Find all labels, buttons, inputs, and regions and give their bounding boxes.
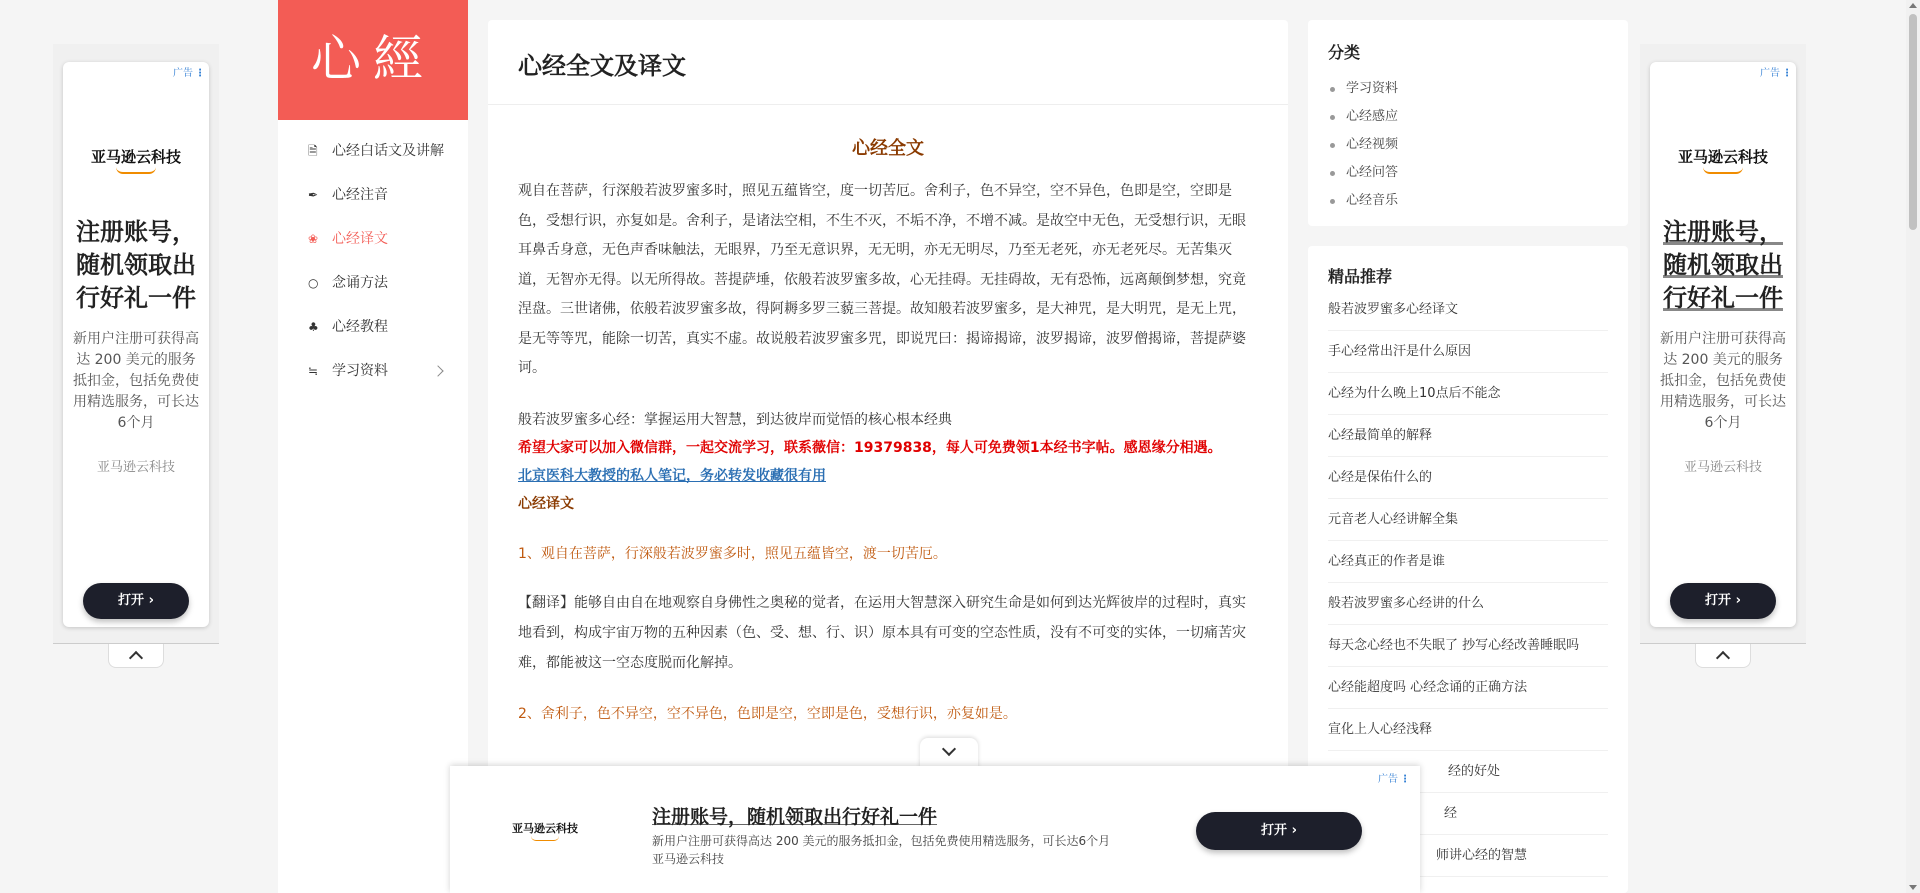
recommend-item[interactable]: 心经最简单的解释: [1328, 415, 1608, 457]
translation-title: 心经译文: [518, 495, 574, 512]
study-icon: ≒: [308, 364, 319, 378]
smile-icon: [1703, 167, 1743, 174]
intro-text: 般若波罗蜜多心经：掌握运用大智慧，到达彼岸而觉悟的核心根本经典: [518, 411, 952, 428]
collapse-ad-button[interactable]: [108, 644, 164, 668]
nav-item-ziliao[interactable]: ≒ 学习资料: [278, 360, 468, 382]
brand-logo: 亚马逊云科技: [63, 146, 209, 174]
left-sidebar: [278, 0, 468, 893]
ad-brand-name: 亚马逊云科技: [1683, 460, 1762, 475]
ad-headline[interactable]: 注册账号，随机领取出行好礼一件: [1663, 218, 1783, 312]
category-item[interactable]: 心经问答: [1328, 159, 1608, 187]
category-item[interactable]: 学习资料: [1328, 75, 1608, 103]
ad-open-button[interactable]: 打开 ›: [1670, 583, 1776, 619]
nav-item-jiaocheng[interactable]: ♣ 心经教程: [278, 316, 468, 338]
ad-open-button[interactable]: 打开 ›: [83, 583, 189, 619]
circle-icon: ○: [308, 276, 319, 290]
chevron-down-icon: [942, 742, 956, 756]
bottom-banner-ad[interactable]: [450, 766, 1420, 893]
lotus-icon: ❀: [308, 232, 319, 246]
chevron-right-icon: [432, 365, 443, 376]
recommend-item[interactable]: 元音老人心经讲解全集: [1328, 499, 1608, 541]
ad-headline[interactable]: 注册账号，随机领取出行好礼一件: [76, 218, 196, 312]
category-item[interactable]: 心经视频: [1328, 131, 1608, 159]
article-body: [488, 134, 1288, 728]
scroll-thumb[interactable]: [1909, 14, 1917, 230]
expand-ad-button[interactable]: [920, 738, 978, 768]
section-title: 心经全文: [852, 138, 924, 159]
translation-1: 【翻译】能够自由自在地观察自身佛性之奥秘的觉者，在运用大智慧深入研究生命是如何到达光辉彼岸的过程时，真实地看到，构成宇宙万物的五种因素（色、受、想、行、识）原本具有可变的空态性质，没有不可变的实体，一切痛苦灾难，都能被这一空态度脱而化解掉。: [518, 594, 1246, 671]
page-scrollbar[interactable]: [1906, 0, 1920, 893]
smile-icon: [116, 167, 156, 174]
pen-icon: ✒: [308, 188, 319, 202]
ad-open-button[interactable]: 打开 ›: [1196, 812, 1362, 850]
recommend-item[interactable]: 心经是保佑什么的: [1328, 457, 1608, 499]
recommend-item[interactable]: 宣化上人心经浅释: [1328, 709, 1608, 751]
verse-1: 1、观自在菩萨，行深般若波罗蜜多时，照见五蕴皆空，渡一切苦厄。: [518, 545, 947, 562]
categories-title: 分类: [1328, 43, 1361, 62]
ad-body: 新用户注册可获得高达 200 美元的服务抵扣金，包括免费使用精选服务，可长达6个月: [73, 331, 199, 431]
brand-logo: 亚马逊云科技: [512, 820, 578, 841]
recommend-item[interactable]: 经的好处: [1328, 751, 1608, 793]
recommend-item[interactable]: 经: [1328, 793, 1608, 835]
article-header: [488, 20, 1288, 105]
verse-2: 2、舍利子，色不异空，空不异色，色即是空，空即是色，受想行识，亦复如是。: [518, 705, 1017, 722]
site-logo[interactable]: 心經: [278, 0, 468, 120]
notes-link[interactable]: 北京医科大教授的私人笔记，务必转发收藏很有用: [518, 467, 826, 484]
recommend-item[interactable]: 心经为什么晚上10点后不能念: [1328, 373, 1608, 415]
categories-card: [1308, 20, 1628, 226]
ad-body: 新用户注册可获得高达 200 美元的服务抵扣金，包括免费使用精选服务，可长达6个月: [1660, 331, 1786, 431]
recommend-item[interactable]: 师讲心经的智慧: [1328, 835, 1608, 877]
ad-headline[interactable]: 注册账号，随机领取出行好礼一件: [652, 806, 938, 828]
page-title: 心经全文及译文: [518, 52, 686, 80]
ad-body: 新用户注册可获得高达 200 美元的服务抵扣金，包括免费使用精选服务，可长达6个月 亚马逊云科技: [652, 834, 1111, 866]
nav-item-yiwen[interactable]: ❀ 心经译文: [278, 228, 468, 250]
sutra-text: 观自在菩萨，行深般若波罗蜜多时，照见五蕴皆空，度一切苦厄。舍利子，色不异空，空不异色，色即是空，空即是色，受想行识，亦复如是。舍利子，是诸法空相，不生不灭，不垢不净，不增不减。是故空中无色，无受想行识，无眼耳鼻舌身意，无色声香味触法，无眼界，乃至无意识界，无无明，亦无无明尽，乃至无老死，亦无老死尽。无苦集灭道，无智亦无得。以无所得故。菩提萨埵，依般若波罗蜜多故，心无挂碍。无挂碍故，无有恐怖，远离颠倒梦想，究竟涅盘。三世诸佛，依般若波罗蜜多故，得阿耨多罗三藐三菩提。故知般若波罗蜜多，是大神咒，是大明咒，是无上咒，是无等等咒，能除一切苦，真实不虚。故说般若波罗蜜多咒，即说咒曰：揭谛揭谛，波罗揭谛，波罗僧揭谛，菩提萨婆诃。: [518, 183, 1246, 376]
collapse-ad-button[interactable]: [1695, 644, 1751, 668]
category-item[interactable]: 心经感应: [1328, 103, 1608, 131]
nav-item-niansong[interactable]: ○ 念诵方法: [278, 272, 468, 294]
smile-icon: [531, 836, 559, 841]
ad-card[interactable]: [1650, 62, 1796, 627]
ad-tag[interactable]: 广告 ⋮: [173, 68, 205, 79]
scroll-down-icon[interactable]: [1909, 885, 1917, 890]
buddha-icon: ♣: [308, 320, 319, 334]
recommend-item[interactable]: 般若波罗蜜多心经讲的什么: [1328, 583, 1608, 625]
recommend-item[interactable]: 每天念心经也不失眠了 抄写心经改善睡眠吗: [1328, 625, 1608, 667]
ad-card[interactable]: [63, 62, 209, 627]
chevron-up-icon: [129, 651, 143, 665]
scroll-up-icon[interactable]: [1909, 3, 1917, 8]
right-side-ad[interactable]: [1640, 44, 1806, 644]
recommend-title: 精品推荐: [1328, 267, 1393, 286]
recommend-item[interactable]: 手心经常出汗是什么原因: [1328, 331, 1608, 373]
nav-item-baihua[interactable]: 🗎 心经白话文及讲解: [278, 140, 468, 162]
notice-text: 希望大家可以加入微信群，一起交流学习，联系薇信：19379838，每人可免费领1本经书字帖。感恩缘分相遇。: [518, 439, 1222, 456]
recommend-item[interactable]: 心经能超度吗 心经念诵的正确方法: [1328, 667, 1608, 709]
nav-item-zhuyin[interactable]: ✒ 心经注音: [278, 184, 468, 206]
recommend-item[interactable]: 心经真正的作者是谁: [1328, 541, 1608, 583]
recommend-item[interactable]: 般若波罗蜜多心经译文: [1328, 289, 1608, 331]
ad-tag[interactable]: 广告 ⋮: [1378, 774, 1410, 785]
category-item[interactable]: 心经音乐: [1328, 187, 1608, 215]
brand-logo: 亚马逊云科技: [1650, 146, 1796, 174]
main-article: [488, 20, 1288, 893]
left-side-ad[interactable]: [53, 44, 219, 644]
nav-menu: [278, 120, 468, 382]
chevron-up-icon: [1716, 651, 1730, 665]
ad-brand-name: 亚马逊云科技: [96, 460, 175, 475]
document-icon: 🗎: [308, 144, 318, 158]
categories-list: [1328, 75, 1608, 215]
ad-tag[interactable]: 广告 ⋮: [1760, 68, 1792, 79]
